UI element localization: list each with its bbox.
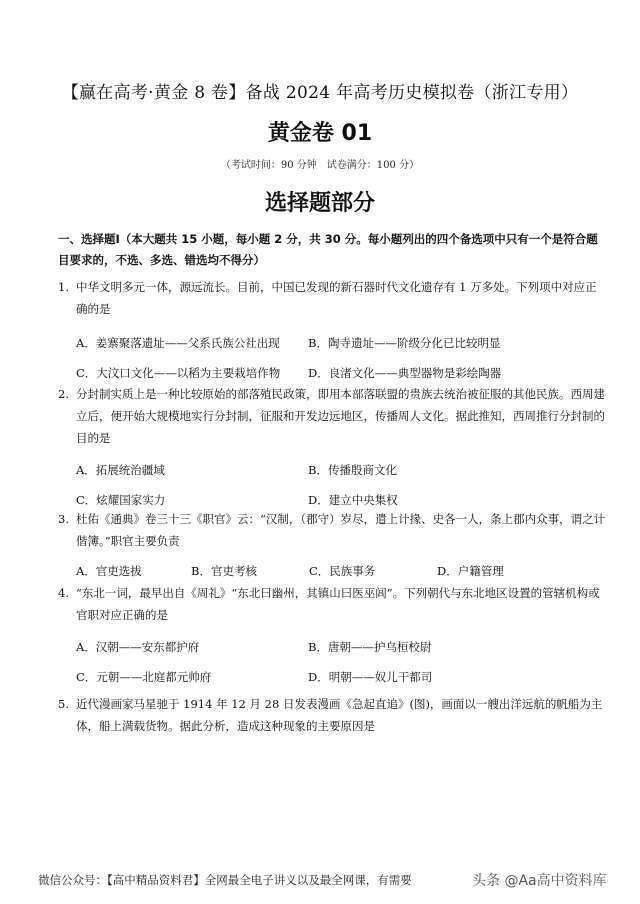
- option-b: B．传播殷商文化: [308, 463, 397, 477]
- question-3: [58, 508, 608, 582]
- option-a: A．汉朝——安东都护府: [76, 640, 200, 654]
- question-stem: 中华文明多元一体，源远流长。目前，中国已发现的新石器时代文化遗存有 1 万多处。下列项中对应正确的是: [76, 280, 597, 316]
- question-stem: 杜佑《通典》卷三十三《职官》云：“汉制，（郡守）岁尽，遣上计掾、史各一人，条上郡内众事，谓之计偕簿。”职官主要负责: [76, 512, 606, 548]
- question-number: 5.: [58, 697, 69, 711]
- option-d: D．良渚文化——典型器物是彩绘陶器: [308, 366, 502, 380]
- question-number: 1.: [58, 280, 69, 294]
- paper-title: 黄金卷 01: [267, 121, 373, 146]
- section-instructions: 一、选择题Ⅰ（本大题共 15 小题，每小题 2 分，共 30 分。每小题列出的四个备选项中只有一个是符合题目要求的，不选、多选、错选均不得分）: [58, 232, 598, 267]
- option-b: B．官吏考核: [191, 564, 257, 578]
- option-d: D．建立中央集权: [308, 493, 398, 507]
- option-b: B．唐朝——护乌桓校尉: [308, 640, 432, 654]
- option-c: C．炫耀国家实力: [76, 493, 166, 507]
- main-title: 【赢在高考·黄金 8 卷】备战 2024 年高考历史模拟卷（浙江专用）: [61, 83, 579, 103]
- exam-info: （考试时间：90 分钟 试卷满分：100 分）: [220, 160, 420, 171]
- option-a: A．官吏选拔: [76, 564, 142, 578]
- footer-note: 微信公众号：【高中精品资料君】全网最全电子讲义以及最全网课，有需要: [38, 873, 412, 887]
- option-c: C．元朝——北庭都元帅府: [76, 670, 212, 684]
- option-c: C．民族事务: [309, 564, 376, 578]
- question-stem: “东北一词，最早出自《周礼》“东北曰幽州，其镇山曰医巫闾”。下列朝代与东北地区设置的管辖机构或官职对应正确的是: [76, 586, 600, 622]
- question-number: 2.: [58, 387, 69, 401]
- question-2: [58, 383, 608, 511]
- question-number: 3.: [58, 512, 69, 526]
- option-b: B．陶寺遗址——阶级分化已比较明显: [308, 336, 501, 350]
- watermark: 头条 @Aa高中资料库: [470, 870, 609, 890]
- question-number: 4.: [58, 586, 69, 600]
- option-d: D．户籍管理: [437, 564, 504, 578]
- question-1: [58, 276, 608, 384]
- option-a: A．拓展统治疆域: [76, 463, 165, 477]
- option-d: D．明朝——奴儿干都司: [308, 670, 433, 684]
- question-4: [58, 582, 608, 688]
- option-c: C．大汶口文化——以稻为主要栽培作物: [76, 366, 281, 380]
- section-title: 选择题部分: [264, 191, 375, 216]
- question-5: [58, 693, 608, 737]
- question-stem: 分封制实质上是一种比较原始的部落殖民政策，即用本部落联盟的贵族去统治被征服的其他民族。西周建立后，便开始大规模地实行分封制，征服和开发边远地区，传播周人文化。据此推知，西周推行分封制的目的是: [76, 387, 605, 445]
- question-stem: 近代漫画家马星驰于 1914 年 12 月 28 日发表漫画《急起直追》(图)，画面以一艘出洋远航的帆船为主体，船上满载货物。据此分析，造成这种现象的主要原因是: [76, 697, 603, 733]
- option-a: A．姜寨聚落遗址——父系氏族公社出现: [76, 336, 280, 350]
